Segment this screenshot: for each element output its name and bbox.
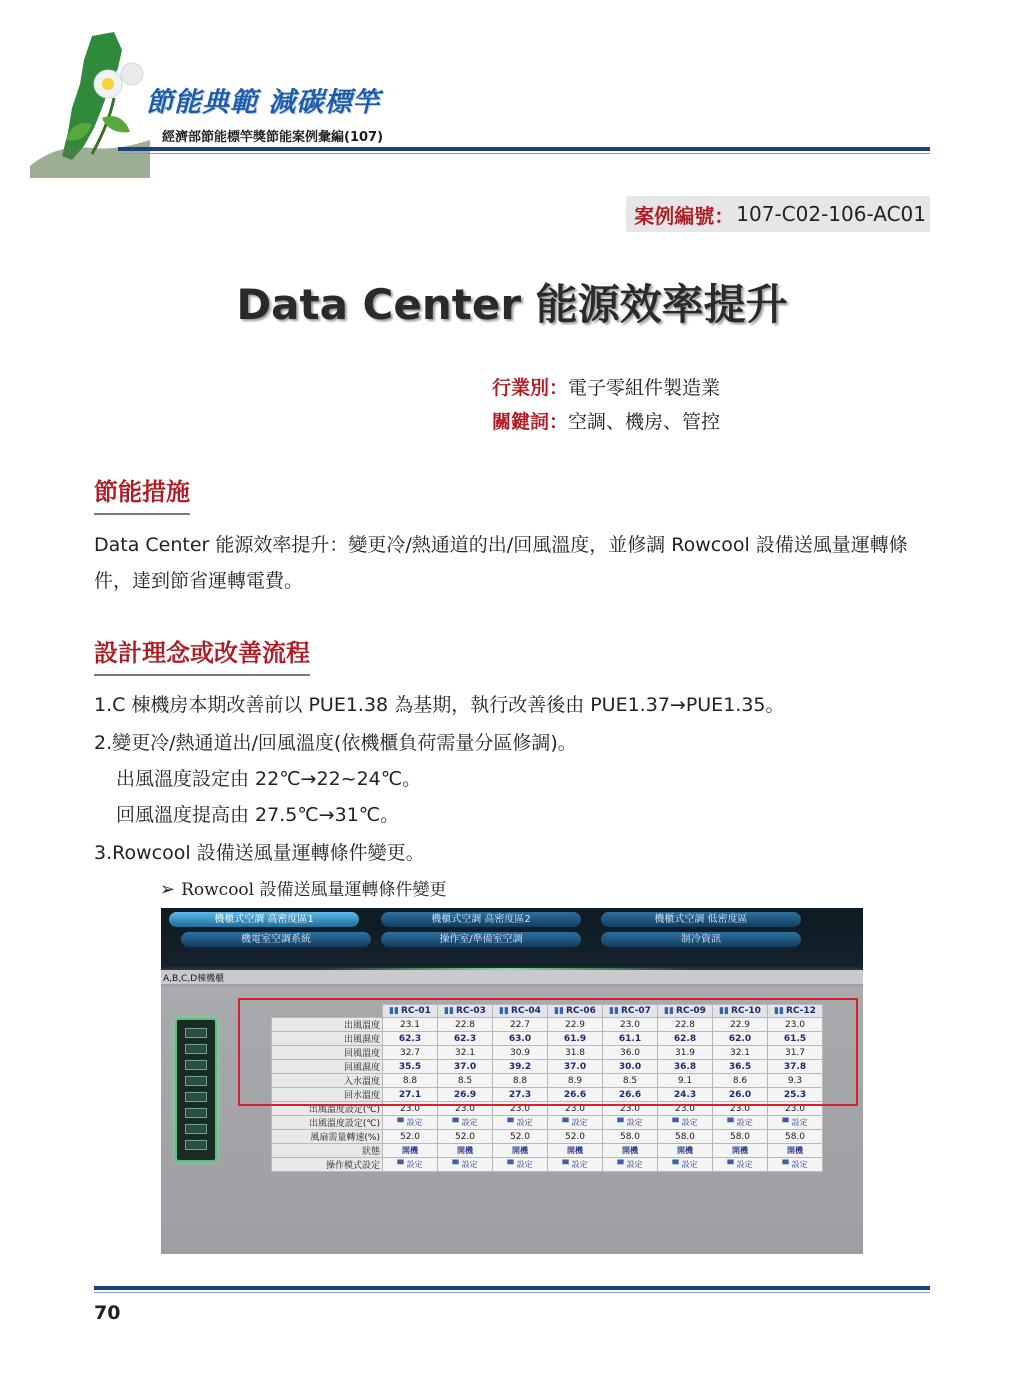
area-label: A,B,C,D棟機櫃 xyxy=(163,974,225,984)
table-cell: 23.0 xyxy=(548,1102,603,1116)
section-title-measures: 節能措施 xyxy=(94,472,190,515)
table-cell: 30.9 xyxy=(493,1046,548,1060)
table-cell: 9.3 xyxy=(768,1074,823,1088)
col-header: ▮▮ RC-04 xyxy=(493,1005,548,1018)
page-number: 70 xyxy=(94,1302,121,1324)
rack-graphic xyxy=(175,1018,217,1162)
header-rule-thin xyxy=(118,153,930,154)
table-cell: 32.7 xyxy=(383,1046,438,1060)
highlight-box xyxy=(238,998,858,1106)
col-header: ▮▮ RC-01 xyxy=(383,1005,438,1018)
table-cell: 26.6 xyxy=(548,1088,603,1102)
table-cell: 58.0 xyxy=(603,1130,658,1144)
mode-button[interactable]: ▀ 設定 xyxy=(768,1158,823,1172)
setpoint-button[interactable]: ▀ 設定 xyxy=(603,1116,658,1130)
row-label: 入水溫度 xyxy=(272,1074,383,1088)
status-cell: 開機 xyxy=(713,1144,768,1158)
table-cell: 22.8 xyxy=(438,1018,493,1032)
row-label: 操作模式設定 xyxy=(272,1158,383,1172)
table-cell: 22.9 xyxy=(548,1018,603,1032)
mode-button[interactable]: ▀ 設定 xyxy=(713,1158,768,1172)
rack-slot xyxy=(185,1140,207,1150)
setpoint-button[interactable]: ▀ 設定 xyxy=(383,1116,438,1130)
mode-button[interactable]: ▀ 設定 xyxy=(493,1158,548,1172)
row-label: 出風濕度 xyxy=(272,1032,383,1046)
row-label: 狀態 xyxy=(272,1144,383,1158)
table-row-mode xyxy=(272,1158,823,1172)
table-cell: 23.0 xyxy=(603,1102,658,1116)
edit-icon: ▀ xyxy=(672,1118,679,1127)
rack-slot xyxy=(185,1124,207,1134)
table-cell: 23.0 xyxy=(768,1102,823,1116)
col-header: ▮▮ RC-12 xyxy=(768,1005,823,1018)
table-cell: 26.6 xyxy=(603,1088,658,1102)
row-label: 回風溫度 xyxy=(272,1046,383,1060)
nav-tab-cooling-info[interactable]: 制冷資訊 xyxy=(601,932,801,947)
table-cell: 8.9 xyxy=(548,1074,603,1088)
unit-icon: ▮▮ xyxy=(499,1006,509,1016)
keywords-label: 關鍵詞： xyxy=(492,411,569,433)
status-cell: 開機 xyxy=(768,1144,823,1158)
mode-button[interactable]: ▀ 設定 xyxy=(383,1158,438,1172)
row-label: 出風溫度設定(℃) xyxy=(272,1102,383,1116)
table-cell: 35.5 xyxy=(383,1060,438,1074)
col-header: ▮▮ RC-09 xyxy=(658,1005,713,1018)
table-cell: 8.8 xyxy=(383,1074,438,1088)
keywords-line xyxy=(492,407,720,434)
status-cell: 開機 xyxy=(548,1144,603,1158)
table-cell: 52.0 xyxy=(438,1130,493,1144)
table-cell: 62.0 xyxy=(713,1032,768,1046)
table-cell: 61.1 xyxy=(603,1032,658,1046)
table-cell: 8.8 xyxy=(493,1074,548,1088)
figure-caption-text: Rowcool 設備送風量運轉條件變更 xyxy=(181,880,447,900)
setpoint-button[interactable]: ▀ 設定 xyxy=(713,1116,768,1130)
table-cell: 22.7 xyxy=(493,1018,548,1032)
table-cell: 32.1 xyxy=(713,1046,768,1060)
edit-icon: ▀ xyxy=(452,1118,459,1127)
industry-value: 電子零組件製造業 xyxy=(568,377,721,399)
row-label: 出風溫度設定(℃) xyxy=(272,1116,383,1130)
row-label: 回水溫度 xyxy=(272,1088,383,1102)
col-header: ▮▮ RC-06 xyxy=(548,1005,603,1018)
table-cell: 23.1 xyxy=(383,1018,438,1032)
edit-icon: ▀ xyxy=(507,1160,514,1169)
edit-icon: ▀ xyxy=(562,1160,569,1169)
setpoint-button[interactable]: ▀ 設定 xyxy=(493,1116,548,1130)
row-label: 回風濕度 xyxy=(272,1060,383,1074)
unit-icon: ▮▮ xyxy=(774,1006,784,1016)
section-title-design: 設計理念或改善流程 xyxy=(94,633,310,676)
brand-title: 節能典範 減碳標竿 xyxy=(146,87,381,118)
table-cell: 31.7 xyxy=(768,1046,823,1060)
design-line-3: 出風溫度設定由 22℃→22~24℃。 xyxy=(116,768,422,790)
rack-slot xyxy=(185,1076,207,1086)
unit-icon: ▮▮ xyxy=(554,1006,564,1016)
edit-icon: ▀ xyxy=(452,1160,459,1169)
case-number-value: 107-C02-106-AC01 xyxy=(736,202,926,226)
keywords-value: 空調、機房、管控 xyxy=(568,411,721,433)
edit-icon: ▀ xyxy=(562,1118,569,1127)
design-line-2: 2.變更冷/熱通道出/回風溫度(依機櫃負荷需量分區修調)。 xyxy=(94,732,577,754)
table-cell: 23.0 xyxy=(713,1102,768,1116)
section-body-measures: Data Center 能源效率提升：變更冷/熱通道的出/回風溫度，並修調 Rowcool 設備送風量運轉條件，達到節省運轉電費。 xyxy=(94,534,908,592)
table-cell: 52.0 xyxy=(383,1130,438,1144)
status-cell: 開機 xyxy=(438,1144,493,1158)
unit-icon: ▮▮ xyxy=(664,1006,674,1016)
table-cell: 31.8 xyxy=(548,1046,603,1060)
nav-tab-operation-room[interactable]: 操作室/準備室空調 xyxy=(381,932,581,947)
header-rule xyxy=(118,147,930,151)
industry-label: 行業別： xyxy=(492,377,569,399)
table-cell: 23.0 xyxy=(493,1102,548,1116)
table-cell: 36.0 xyxy=(603,1046,658,1060)
design-line-1: 1.C 棟機房本期改善前以 PUE1.38 為基期，執行改善後由 PUE1.37→PUE1.35。 xyxy=(94,694,785,716)
table-cell: 8.5 xyxy=(438,1074,493,1088)
table-cell: 62.8 xyxy=(658,1032,713,1046)
unit-icon: ▮▮ xyxy=(389,1006,399,1016)
table-cell: 39.2 xyxy=(493,1060,548,1074)
table-cell: 23.0 xyxy=(603,1018,658,1032)
table-cell: 61.9 xyxy=(548,1032,603,1046)
rack-slot xyxy=(185,1044,207,1054)
unit-icon: ▮▮ xyxy=(719,1006,729,1016)
table-cell: 58.0 xyxy=(713,1130,768,1144)
edit-icon: ▀ xyxy=(397,1160,404,1169)
edit-icon: ▀ xyxy=(727,1160,734,1169)
edit-icon: ▀ xyxy=(397,1118,404,1127)
edit-icon: ▀ xyxy=(507,1118,514,1127)
header-logo xyxy=(22,28,152,178)
edit-icon: ▀ xyxy=(617,1160,624,1169)
table-cell: 52.0 xyxy=(548,1130,603,1144)
table-cell: 61.5 xyxy=(768,1032,823,1046)
edit-icon: ▀ xyxy=(727,1118,734,1127)
mode-button[interactable]: ▀ 設定 xyxy=(603,1158,658,1172)
table-cell: 27.1 xyxy=(383,1088,438,1102)
setpoint-button[interactable]: ▀ 設定 xyxy=(658,1116,713,1130)
table-cell: 36.5 xyxy=(713,1060,768,1074)
status-cell: 開機 xyxy=(658,1144,713,1158)
row-label: 出風溫度 xyxy=(272,1018,383,1032)
unit-icon: ▮▮ xyxy=(444,1006,454,1016)
edit-icon: ▀ xyxy=(617,1118,624,1127)
table-cell: 25.3 xyxy=(768,1088,823,1102)
table-cell: 52.0 xyxy=(493,1130,548,1144)
table-cell: 26.9 xyxy=(438,1088,493,1102)
case-number-box xyxy=(626,196,930,232)
table-cell: 22.9 xyxy=(713,1018,768,1032)
table-cell: 26.0 xyxy=(713,1088,768,1102)
edit-icon: ▀ xyxy=(782,1160,789,1169)
table-cell: 63.0 xyxy=(493,1032,548,1046)
table-cell: 23.0 xyxy=(438,1102,493,1116)
edit-icon: ▀ xyxy=(672,1160,679,1169)
nav-tab-mech-room[interactable]: 機電室空調系統 xyxy=(181,932,371,947)
setpoint-button[interactable]: ▀ 設定 xyxy=(768,1116,823,1130)
mode-button[interactable]: ▀ 設定 xyxy=(658,1158,713,1172)
table-cell: 8.5 xyxy=(603,1074,658,1088)
rack-slot xyxy=(185,1092,207,1102)
setpoint-button[interactable]: ▀ 設定 xyxy=(548,1116,603,1130)
col-header: ▮▮ RC-10 xyxy=(713,1005,768,1018)
page-title: Data Center 能源效率提升 xyxy=(236,280,788,329)
rack-slot xyxy=(185,1108,207,1118)
table-cell: 37.0 xyxy=(548,1060,603,1074)
status-cell: 開機 xyxy=(493,1144,548,1158)
table-cell: 58.0 xyxy=(768,1130,823,1144)
table-cell: 23.0 xyxy=(383,1102,438,1116)
table-cell: 23.0 xyxy=(768,1018,823,1032)
table-cell: 24.3 xyxy=(658,1088,713,1102)
setpoint-button[interactable]: ▀ 設定 xyxy=(438,1116,493,1130)
status-cell: 開機 xyxy=(603,1144,658,1158)
table-cell: 62.3 xyxy=(383,1032,438,1046)
table-cell: 36.8 xyxy=(658,1060,713,1074)
table-cell: 62.3 xyxy=(438,1032,493,1046)
mode-button[interactable]: ▀ 設定 xyxy=(548,1158,603,1172)
col-header: ▮▮ RC-03 xyxy=(438,1005,493,1018)
row-label: 風扇需量轉速(%) xyxy=(272,1130,383,1144)
table-cell: 8.6 xyxy=(713,1074,768,1088)
table-cell: 37.8 xyxy=(768,1060,823,1074)
table-cell: 31.9 xyxy=(658,1046,713,1060)
table-cell: 22.8 xyxy=(658,1018,713,1032)
rack-slot xyxy=(185,1060,207,1070)
table-row-status xyxy=(272,1144,823,1158)
footer-rule-thin xyxy=(94,1292,930,1293)
table-row-setpoint xyxy=(272,1116,823,1130)
rack-slot xyxy=(185,1028,207,1038)
table-cell: 30.0 xyxy=(603,1060,658,1074)
nav-tab-high-density-2[interactable]: 機櫃式空調 高密度區2 xyxy=(381,912,581,927)
industry-line xyxy=(492,373,720,400)
table-row-fan xyxy=(272,1130,823,1144)
footer-rule xyxy=(94,1286,930,1290)
case-number-label: 案例編號： xyxy=(634,203,735,228)
design-line-5: 3.Rowcool 設備送風量運轉條件變更。 xyxy=(94,842,425,864)
table-cell: 23.0 xyxy=(658,1102,713,1116)
edit-icon: ▀ xyxy=(782,1118,789,1127)
brand-subtitle: 經濟部節能標竿獎節能案例彙編(107) xyxy=(162,130,384,145)
table-cell: 27.3 xyxy=(493,1088,548,1102)
nav-tab-high-density-1[interactable]: 機櫃式空調 高密度區1 xyxy=(169,912,359,927)
table-cell: 58.0 xyxy=(658,1130,713,1144)
area-strip xyxy=(161,970,863,984)
design-line-4: 回風溫度提高由 27.5℃→31℃。 xyxy=(116,804,400,826)
status-cell: 開機 xyxy=(383,1144,438,1158)
mode-button[interactable]: ▀ 設定 xyxy=(438,1158,493,1172)
unit-icon: ▮▮ xyxy=(609,1006,619,1016)
arrow-bullet-icon: ➢ xyxy=(160,879,176,900)
table-cell: 9.1 xyxy=(658,1074,713,1088)
col-header: ▮▮ RC-07 xyxy=(603,1005,658,1018)
nav-tab-low-density[interactable]: 機櫃式空調 低密度區 xyxy=(601,912,801,927)
table-cell: 32.1 xyxy=(438,1046,493,1060)
table-cell: 37.0 xyxy=(438,1060,493,1074)
figure-caption xyxy=(160,875,447,900)
